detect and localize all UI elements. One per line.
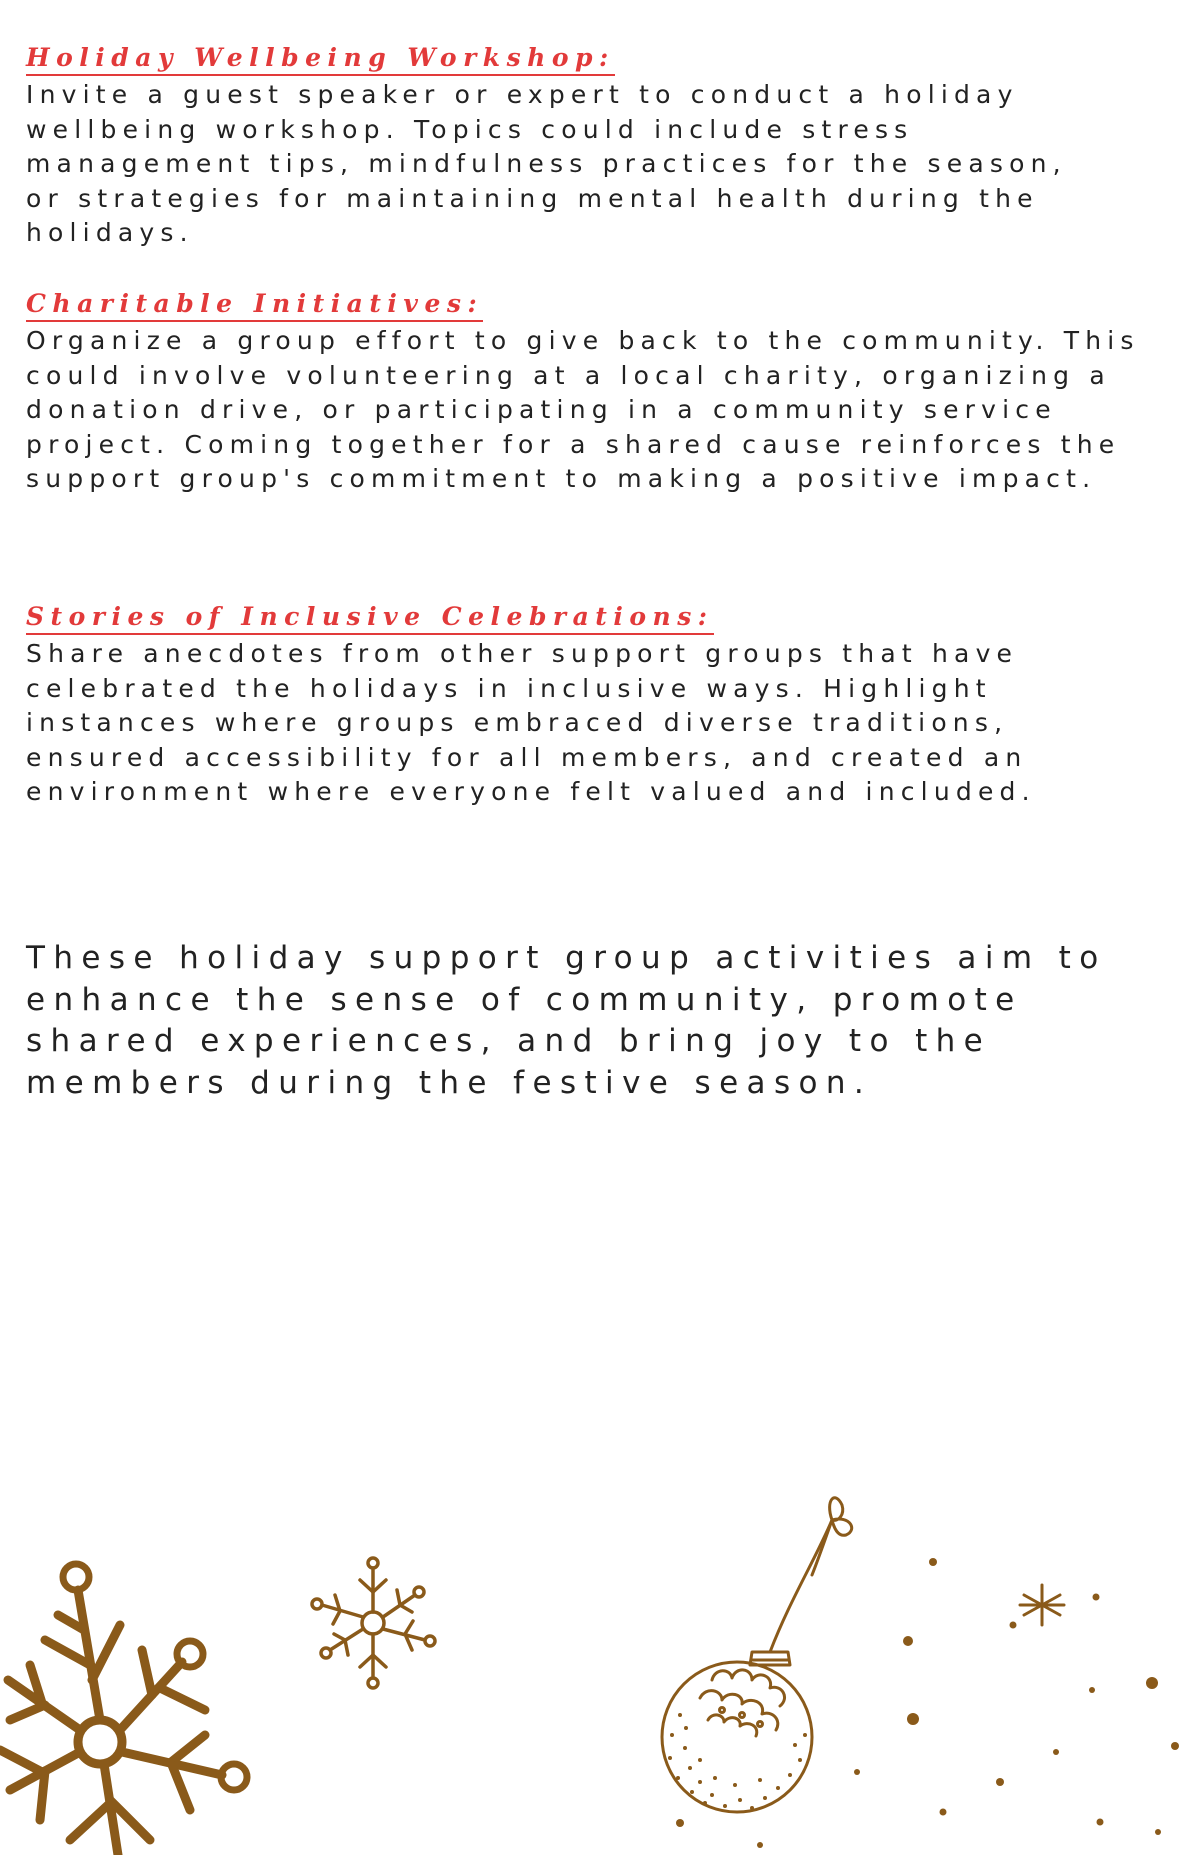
star-icon (1020, 1585, 1064, 1625)
scattered-dots (676, 1558, 1179, 1848)
section-heading: Stories of Inclusive Celebrations: (26, 601, 714, 635)
section-heading: Charitable Initiatives: (26, 288, 483, 322)
section-heading: Holiday Wellbeing Workshop: (26, 42, 615, 76)
large-snowflake-icon (0, 1564, 247, 1855)
section-body: Organize a group effort to give back to the community. This could involve volunteering at a local charity, organizing a donation drive, or participating in a community service project. Coming together for a shared cause reinforces the support group's commitment to making a positive impact. (26, 326, 1140, 493)
section-body: Invite a guest speaker or expert to conduct a holiday wellbeing workshop. Topics could include stress management tips, mindfulness practices for the season, or strategies for maintaining mental health during the holidays. (26, 80, 1067, 247)
closing-paragraph: These holiday support group activities aim to enhance the sense of community, promote shared experiences, and bring joy to the members during the festive season. (26, 940, 1107, 1101)
section-body: Share anecdotes from other support groups that have celebrated the holidays in inclusive ways. Highlight instances where groups embraced diverse traditions, ensured accessibility for all members, and created an environment where everyone felt valued and included. (26, 639, 1036, 806)
small-snowflake-icon (312, 1558, 435, 1688)
ornament-icon (662, 1498, 852, 1812)
